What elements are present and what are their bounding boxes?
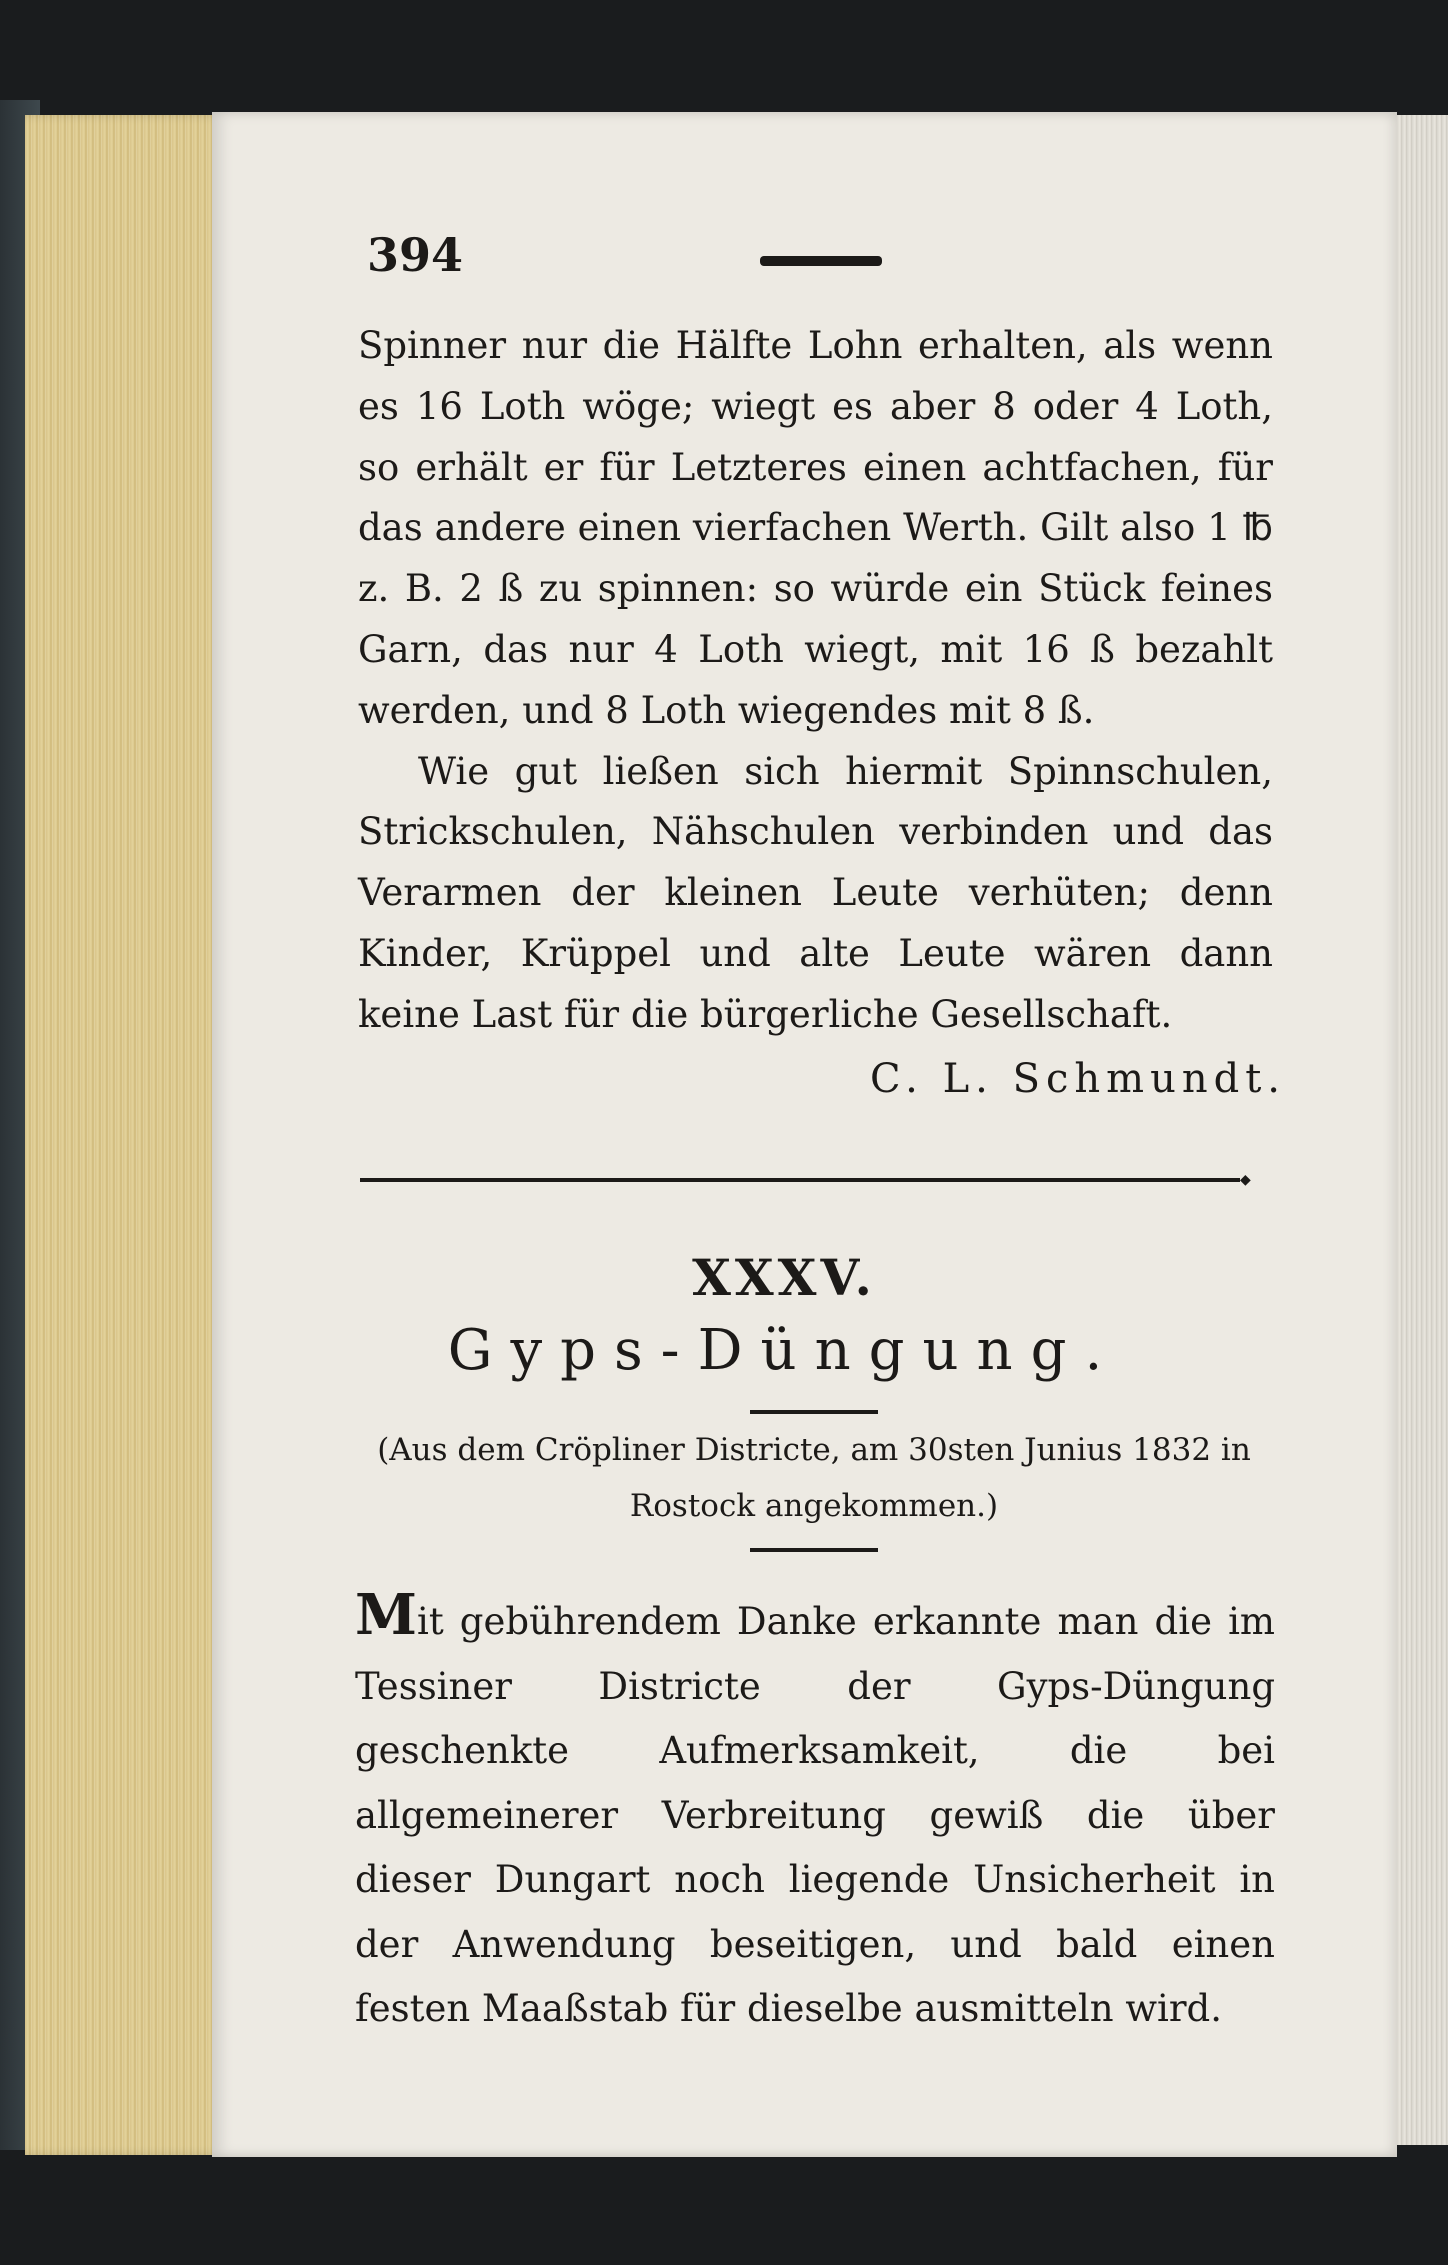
paragraph-3 (355, 1582, 1275, 2042)
page-number: 394 (367, 228, 464, 282)
page-edges-left (25, 115, 225, 2155)
section-number: XXXV. (692, 1248, 876, 1307)
title-rule-top (750, 1410, 878, 1414)
signature: C. L. Schmundt. (870, 1056, 1287, 1102)
header-ornament (760, 256, 882, 266)
title-rule-bottom (750, 1548, 878, 1552)
section-divider-tail: ◆ (1240, 1172, 1251, 1188)
section-note: (Aus dem Cröpliner Districte, am 30sten Junius 1832 in Rostock angekommen.) (377, 1432, 1251, 1524)
section-title: Gyps-Düngung. (447, 1318, 1121, 1383)
paragraph-1: Spinner nur die Hälfte Lohn erhalten, als wenn es 16 Loth wöge; wiegt es aber 8 oder 4 Loth, so erhält er für Letzteres einen achtfachen, für das andere einen vierfachen Werth. Gilt also 1 ℔ z. B. 2 ß zu spinnen: so würde ein Stück feines Garn, das nur 4 Loth wiegt, mit 16 ß bezahlt werden, und 8 Loth wiegendes mit 8 ß. (358, 324, 1273, 732)
paragraph-2: Wie gut ließen sich hiermit Spinnschulen, Strickschulen, Nähschulen verbinden und das Verarmen der kleinen Leute verhüten; denn Kinder, Krüppel und alte Leute wären dann keine Last für die bürgerliche Gesellschaft. (358, 749, 1273, 1036)
paragraph-3-initial: M (355, 1582, 417, 1648)
section-divider (360, 1178, 1240, 1182)
paragraph-3-text: it gebührendem Danke erkannte man die im Tessiner Districte der Gyps-Düngung geschenkte Aufmerksamkeit, die bei allgemeinerer Verbreitung gewiß die über dieser Dungart noch liegende Unsicherheit in der Anwendung beseitigen, und bald einen festen Maaßstab für dieselbe ausmitteln wird. (355, 1600, 1275, 2030)
body-text-top (358, 316, 1273, 1046)
page-edges-right (1392, 115, 1448, 2145)
